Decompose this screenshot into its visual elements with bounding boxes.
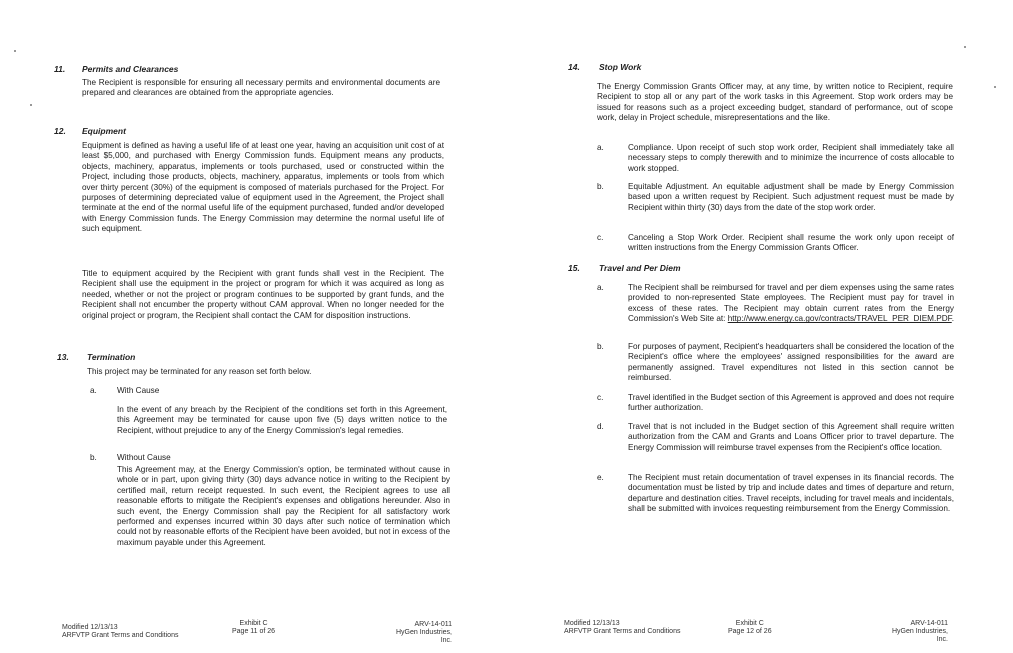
item-label: b. xyxy=(597,342,604,351)
footer-page-number: Page 12 of 26 xyxy=(728,628,772,636)
item-label: e. xyxy=(597,473,604,482)
footer-doc-title: ARFVTP Grant Terms and Conditions xyxy=(564,628,681,636)
section-paragraph: The Recipient is responsible for ensuring all necessary permits and environmental documents are prepared and clearances are obtained from the appropriate agencies. xyxy=(82,78,440,98)
section-paragraph: Equipment is defined as having a useful life of at least one year, having an acquisition unit cost of at least $5,000, and purchased with Energy Commission funds. Equipment means any products, objects, machinery, apparatus, implements or tools purchased, used or constructed within the Project, including those products, objects, machinery, apparatus, implements or tools from which over thirty percent (30%) of the equipment is composed of materials purchased for the Project. For purposes of determining depreciated value of equipment used in the Agreement, the Project shall terminate at the end of the normal useful life of the equipment purchased, funded and/or developed with Energy Commission funds. The Energy Commission may determine the normal useful life of such equipment. xyxy=(82,141,444,234)
section-number: 15. xyxy=(568,263,580,273)
item-paragraph: For purposes of payment, Recipient's headquarters shall be considered the location of the Recipient's office where the employees' assigned responsibilities for the award are permanently assigned. Travel expenditures not listed in this section cannot be reimbursed. xyxy=(628,342,954,383)
footer-exhibit: Exhibit C xyxy=(735,620,764,627)
footer-right xyxy=(886,620,948,645)
item-label: a. xyxy=(597,143,604,152)
footer-left xyxy=(564,620,680,636)
scan-speck xyxy=(964,46,966,48)
item-label: c. xyxy=(597,393,604,402)
section-number: 12. xyxy=(54,126,66,136)
item-label: a. xyxy=(597,283,604,292)
item-label: b. xyxy=(90,453,97,462)
scan-speck xyxy=(994,86,996,88)
section-title: Stop Work xyxy=(599,62,642,72)
footer-agreement-id: ARV-14-011 xyxy=(910,620,948,627)
section-title: Termination xyxy=(87,352,136,362)
section-paragraph: Title to equipment acquired by the Recipient with grant funds shall vest in the Recipient. The Recipient shall use the equipment in the project or program for which it was acquired as long as needed, whether or not the project or program continues to be supported by grant funds, and the Recipient shall not encumber the property without CAM approval. When no longer needed for the original project or program, the Recipient shall contact the CAM for disposition instructions. xyxy=(82,269,444,320)
item-label: c. xyxy=(597,233,604,242)
footer-center xyxy=(728,620,772,636)
section-title: Equipment xyxy=(82,126,126,136)
item-paragraph: Compliance. Upon receipt of such stop work order, Recipient shall immediately take all necessary steps to comply therewith and to minimize the incurrence of costs allocable to work stopped. xyxy=(628,143,954,173)
section-title: Permits and Clearances xyxy=(82,64,179,74)
section-number: 11. xyxy=(54,64,66,74)
section-intro: This project may be terminated for any reason set forth below. xyxy=(87,367,312,376)
travel-per-diem-link[interactable]: http://www.energy.ca.gov/contracts/TRAVEL_PER_DIEM.PDF xyxy=(727,314,952,324)
item-paragraph: Canceling a Stop Work Order. Recipient shall resume the work only upon receipt of written instructions from the Energy Commission Grants Officer. xyxy=(628,233,954,253)
footer-center xyxy=(232,620,275,636)
item-text-tail: . xyxy=(951,314,955,324)
scan-speck xyxy=(30,104,32,106)
item-paragraph: Travel identified in the Budget section of this Agreement is approved and does not require further authorization. xyxy=(628,393,954,413)
footer-company: HyGen Industries, Inc. xyxy=(395,629,452,645)
scan-speck xyxy=(14,50,16,52)
footer-modified: Modified 12/13/13 xyxy=(564,620,620,627)
footer-agreement-id: ARV-14-011 xyxy=(414,621,452,628)
item-label: b. xyxy=(597,182,604,191)
item-paragraph: The Recipient must retain documentation of travel expenses in its financial records. The documentation must be listed by trip and include dates and times of departure and return, departure and destination cities. Travel receipts, including for travel meals and incidentals, shall be submitted with invoices requesting reimbursement from the Energy Commission. xyxy=(628,473,954,514)
footer-right xyxy=(392,621,452,646)
right-document-page xyxy=(506,0,1013,653)
section-paragraph: The Energy Commission Grants Officer may, at any time, by written notice to Recipient, require Recipient to stop all or any part of the work tasks in this Agreement. Stop work orders may be issued for reasons such as a project exceeding budget, standard of performance, out of scope work, delay in Project schedule, misrepresentations and the like. xyxy=(597,82,953,123)
item-paragraph: Equitable Adjustment. An equitable adjustment shall be made by Energy Commission based upon a written request by Recipient. Such adjustment request must be made by Recipient within thirty (30) days from the date of the stop work order. xyxy=(628,182,954,212)
item-label: d. xyxy=(597,422,604,431)
section-title: Travel and Per Diem xyxy=(599,263,681,273)
item-paragraph xyxy=(628,283,954,325)
footer-company: HyGen Industries, Inc. xyxy=(891,628,948,644)
item-label: a. xyxy=(90,386,97,395)
footer-left xyxy=(62,624,178,640)
item-paragraph: This Agreement may, at the Energy Commission's option, be terminated without cause in whole or in part, upon giving thirty (30) days advance notice in writing to the Recipient by certified mail, return receipt requested. In such event, the Recipient agrees to use all reasonable efforts to mitigate the Recipient's expenses and obligations hereunder. Also in such event, the Energy Commission shall pay the Recipient for all satisfactory work performed and expenses incurred within 30 days after such notice of termination which could not by reasonable efforts of the Recipient have been avoided, but not in excess of the maximum payable under this Agreement. xyxy=(117,465,450,547)
footer-page-number: Page 11 of 26 xyxy=(232,628,276,636)
left-document-page xyxy=(0,0,506,653)
footer-doc-title: ARFVTP Grant Terms and Conditions xyxy=(62,632,179,640)
item-title: Without Cause xyxy=(117,453,171,462)
item-paragraph: Travel that is not included in the Budget section of this Agreement shall require written authorization from the CAM and Grants and Loans Officer prior to travel departure. The Energy Commission will reimburse travel expenses from the Recipient's office location. xyxy=(628,422,954,452)
item-text: The Recipient shall be reimbursed for travel and per diem expenses using the same rates provided to non-represented State employees. The Recipient must pay for travel in excess of these rates. The Recipient may obtain current rates from the Energy Commission's Web Site at: xyxy=(628,283,954,324)
item-title: With Cause xyxy=(117,386,160,395)
item-paragraph: In the event of any breach by the Recipient of the conditions set forth in this Agreement, this Agreement may be terminated for cause upon five (5) days written notice to the Recipient, without prejudice to any of the Energy Commission's legal remedies. xyxy=(117,405,447,435)
footer-modified: Modified 12/13/13 xyxy=(62,624,118,631)
footer-exhibit: Exhibit C xyxy=(239,620,268,627)
section-number: 13. xyxy=(57,352,69,362)
section-number: 14. xyxy=(568,62,580,72)
